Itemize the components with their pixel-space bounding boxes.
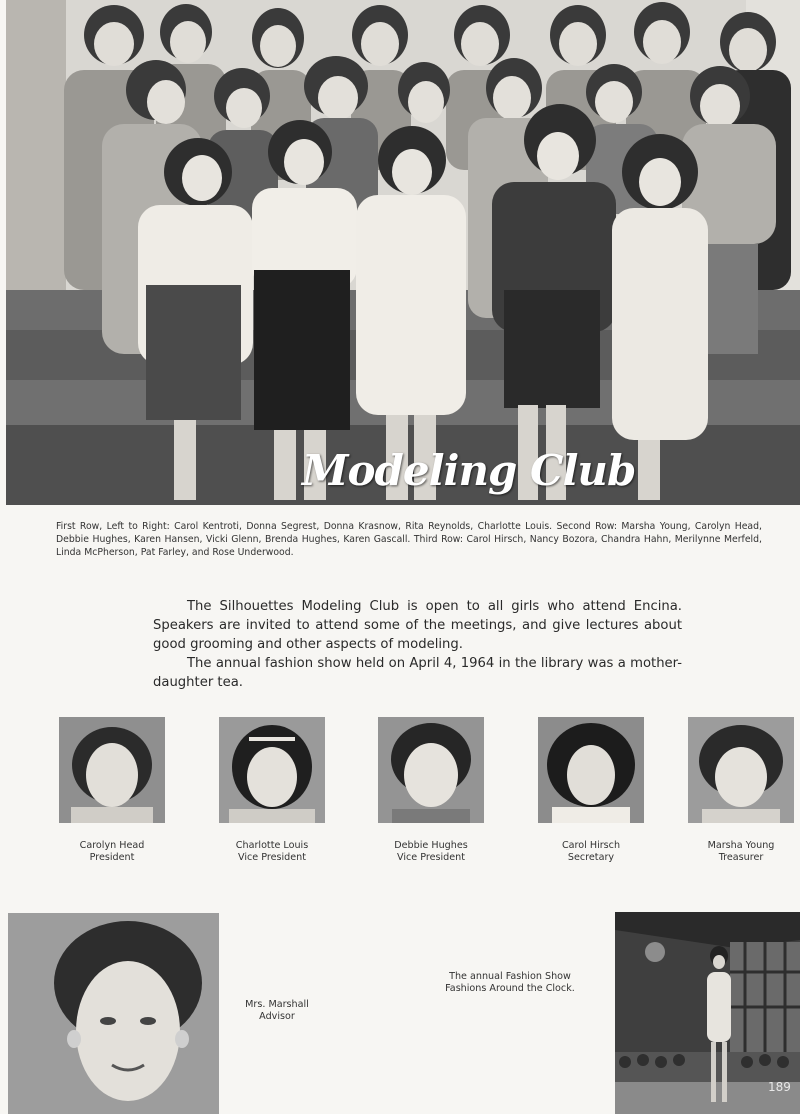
club-title: Modeling Club xyxy=(302,446,636,495)
fashion-show-caption-line-2: Fashions Around the Clock. xyxy=(445,983,575,994)
group-photo-caption: First Row, Left to Right: Carol Kentroti, Donna Segrest, Donna Krasnow, Rita Reynolds, Charlotte Louis. Second Row: Marsha Young, Carolyn Head, Debbie Hughes, Karen Hansen, Vicki Glenn, Brenda Hughes, Karen Gascall. Third Row: Carol Hirsch, Nancy Bozora, Chandra Hahn, Merilynne Merfeld, Linda McPherson, Pat Farley, and Rose Underwood. xyxy=(56,521,762,558)
officer-portrait xyxy=(219,717,325,823)
advisor-photo xyxy=(8,913,219,1114)
fashion-show-caption xyxy=(430,971,590,995)
advisor-caption xyxy=(232,999,322,1023)
officer-vice-president-1 xyxy=(207,717,337,864)
officer-name: Carolyn Head xyxy=(79,840,145,851)
description-paragraph-2: The annual fashion show held on April 4, 1964 in the library was a mother-daughter tea. xyxy=(153,656,682,690)
fashion-show-photo xyxy=(615,912,800,1114)
officer-portrait xyxy=(538,717,644,823)
officer-role: Vice President xyxy=(397,852,465,863)
officer-role: Secretary xyxy=(567,852,615,863)
officer-portrait xyxy=(688,717,794,823)
officer-portrait xyxy=(59,717,165,823)
group-photo xyxy=(6,0,800,505)
officer-role: President xyxy=(89,852,135,863)
officer-name: Charlotte Louis xyxy=(235,840,309,851)
officer-vice-president-2 xyxy=(366,717,496,864)
officer-name: Debbie Hughes xyxy=(394,840,468,851)
officer-role: Treasurer xyxy=(718,852,764,863)
page-number: 189 xyxy=(768,1080,791,1094)
advisor-role: Advisor xyxy=(259,1011,295,1022)
officer-name: Carol Hirsch xyxy=(561,840,621,851)
description-paragraph-1: The Silhouettes Modeling Club is open to all girls who attend Encina. Speakers are invited to attend some of the meetings, and give lectures about good grooming and other aspects of modeling. xyxy=(153,599,682,652)
officer-portrait xyxy=(378,717,484,823)
club-description xyxy=(153,597,682,692)
officer-secretary xyxy=(526,717,656,864)
officer-president xyxy=(47,717,177,864)
advisor-name: Mrs. Marshall xyxy=(245,999,309,1010)
officer-role: Vice President xyxy=(238,852,306,863)
officer-treasurer xyxy=(676,717,800,864)
officer-name: Marsha Young xyxy=(707,840,775,851)
fashion-show-caption-line-1: The annual Fashion Show xyxy=(449,971,571,982)
